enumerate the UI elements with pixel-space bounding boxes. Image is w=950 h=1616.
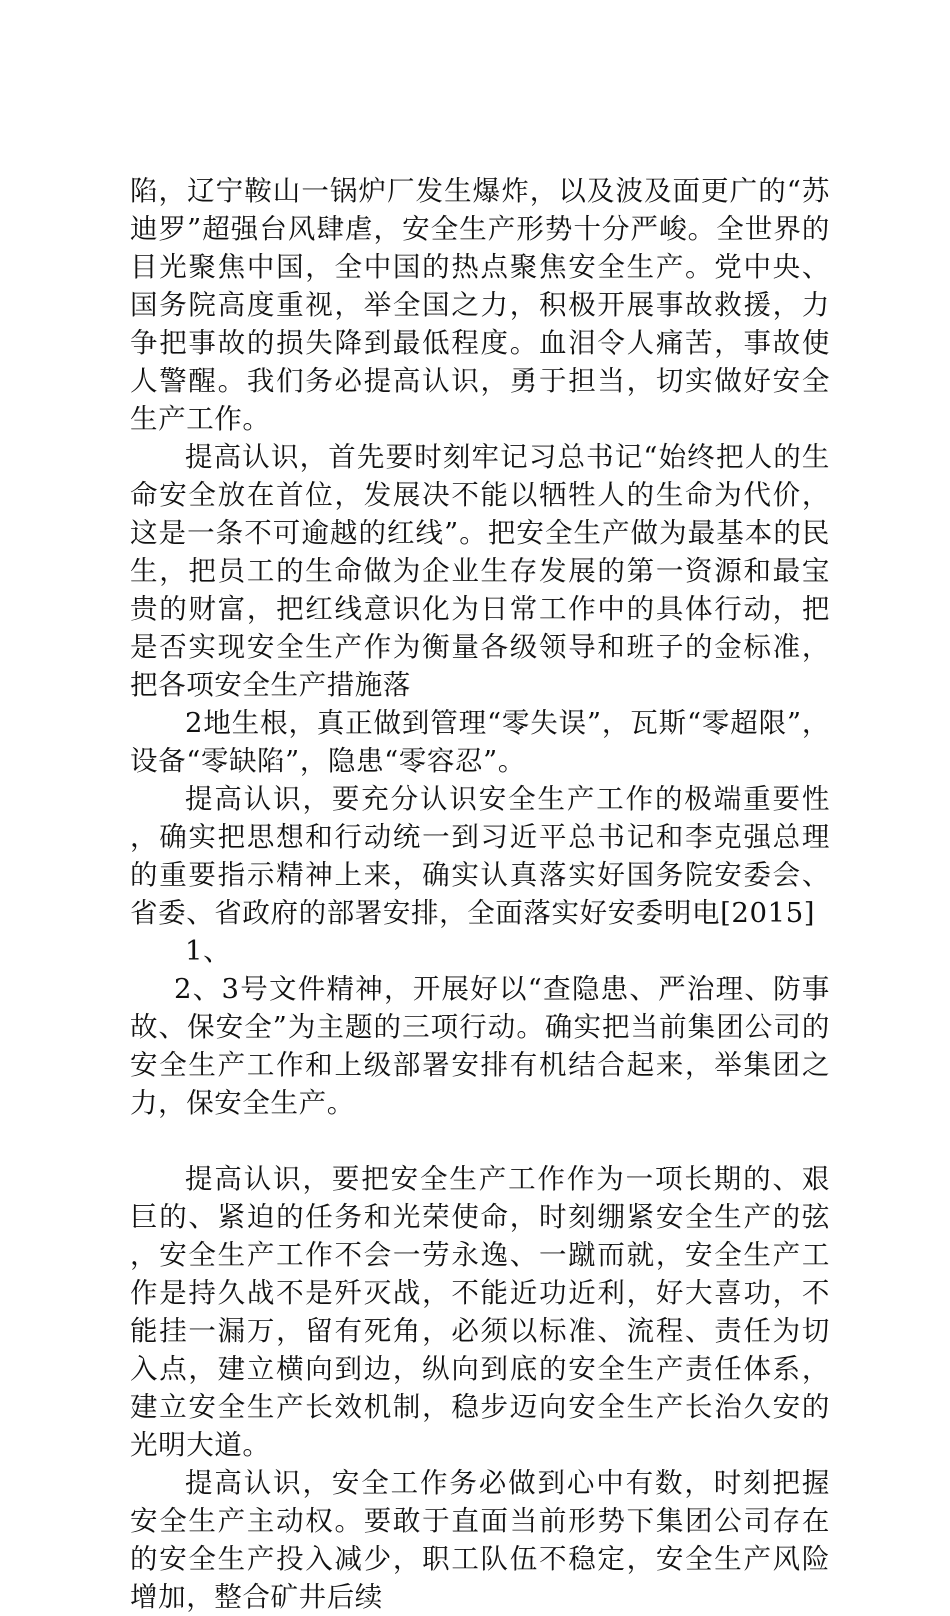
paragraph-long-term: 提高认识，要把安全生产工作作为一项长期的、艰巨的、紧迫的任务和光荣使命，时刻绷紧安全生产的弦，安全生产工作不会一劳永逸、一蹴而就，安全生产工作是持久战不是歼灭战，不能近功近利，好大喜功，不能挂一漏万，留有死角，必须以标准、流程、责任为切入点，建立横向到边，纵向到底的安全生产责任体系，建立安全生产长效机制，稳步迈向安全生产长治久安的光明大道。 <box>130 1163 830 1461</box>
paragraph-red-line: 提高认识，首先要时刻牢记习总书记“始终把人的生命安全放在首位，发展决不能以牺牲人的生命为代价，这是一条不可逾越的红线”。把安全生产做为最基本的民生，把员工的生命做为企业生存发展的第一资源和最宝贵的财富，把红线意识化为日常工作中的具体行动，把是否实现安全生产作为衡量各级领导和班子的金标准，把各项安全生产措施落 <box>130 441 830 701</box>
paragraph-initiative: 提高认识，安全工作务必做到心中有数，时刻把握安全生产主动权。要敢于直面当前形势下集团公司存在的安全生产投入减少，职工队伍不稳定，安全生产风险增加，整合矿井后续 <box>130 1467 830 1613</box>
paragraph-item-1: 1、 <box>185 935 232 967</box>
document-body <box>130 172 830 1616</box>
paragraph-three-actions: 2、3号文件精神，开展好以“查隐患、严治理、防事故、保安全”为主题的三项行动。确实把当前集团公司的安全生产工作和上级部署安排有机结合起来，举集团之力，保安全生产。 <box>130 973 830 1119</box>
paragraph-continuation: 陷，辽宁鞍山一锅炉厂发生爆炸，以及波及面更广的“苏迪罗”超强台风肆虐，安全生产形势十分严峻。全世界的目光聚焦中国，全中国的热点聚焦安全生产。党中央、国务院高度重视，举全国之力，积极开展事故救援，力争把事故的损失降到最低程度。血泪令人痛苦，事故使人警醒。我们务必提高认识，勇于担当，切实做好安全生产工作。 <box>130 175 830 435</box>
paragraph-importance: 提高认识，要充分认识安全生产工作的极端重要性，确实把思想和行动统一到习近平总书记和李克强总理的重要指示精神上来，确实认真落实好国务院安委会、省委、省政府的部署安排，全面落实好安委明电[2015] <box>130 783 830 929</box>
paragraph-zero-targets: 2地生根，真正做到管理“零失误”，瓦斯“零超限”，设备“零缺陷”，隐患“零容忍”。 <box>130 707 830 777</box>
